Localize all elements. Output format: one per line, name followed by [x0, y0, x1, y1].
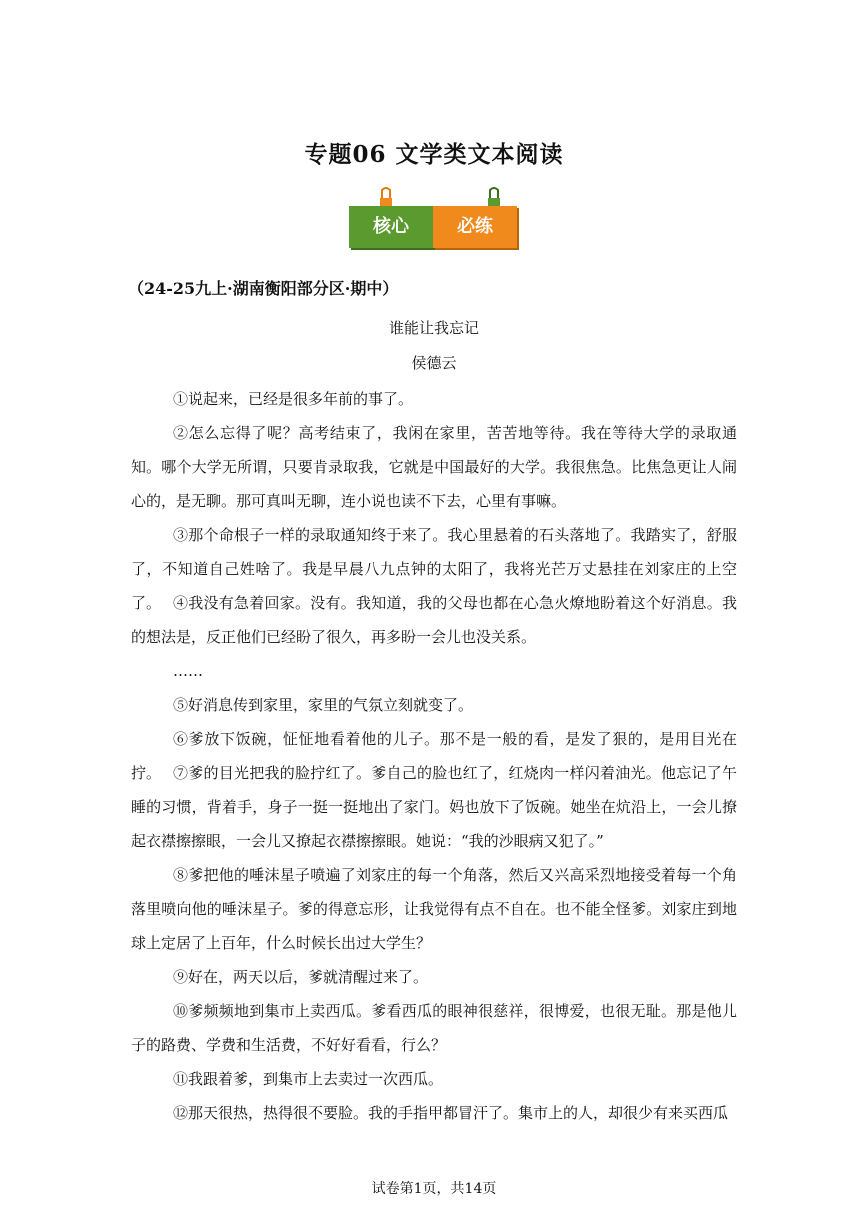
- paragraph: ①说起来，已经是很多年前的事了。: [173, 390, 414, 408]
- paragraph: ⑩爹频频地到集市上卖西瓜。爹看西瓜的眼神很慈祥，很博爱，也很无耻。那是他儿子的路费、学费和生活费，不好好看看，行么？: [131, 1002, 737, 1054]
- paragraph: ⑤好消息传到家里，家里的气氛立刻就变了。: [173, 696, 474, 714]
- paragraph: ⑨好在，两天以后，爹就清醒过来了。: [173, 968, 429, 986]
- paragraph: ⑫那天很热，热得很不要脸。我的手指甲都冒汗了。集市上的人，却很少有来买西瓜: [173, 1104, 729, 1122]
- paragraph: ④我没有急着回家。没有。我知道，我的父母也都在心急火燎地盼着这个好消息。我的想法是，反正他们已经盼了很久，再多盼一会儿也没关系。: [131, 594, 737, 646]
- paragraph: ③那个命根子一样的录取通知终于来了。我心里悬着的石头落地了。我踏实了，舒服了，不知道自己姓啥了。我是早晨八九点钟的太阳了，我将光芒万丈悬挂在刘家庄的上空了。: [131, 526, 737, 612]
- question-source: （24-25九上·湖南衡阳部分区·期中）: [128, 279, 399, 298]
- banner-core-label: 核心: [349, 206, 433, 248]
- paragraph: ⑦爹的目光把我的脸拧红了。爹自己的脸也红了，红烧肉一样闪着油光。他忘记了午睡的习惯，背着手，身子一挺一挺地出了家门。妈也放下了饭碗。她坐在炕沿上，一会儿撩起衣襟擦擦眼，一会儿又撩起衣襟擦擦眼。她说：“我的沙眼病又犯了。”: [131, 764, 737, 850]
- essay-title: 谁能让我忘记: [388, 319, 479, 337]
- page-footer: 试卷第1页，共14页: [371, 1181, 497, 1197]
- banner-practice-label: 必练: [433, 206, 517, 248]
- paragraph: ⑪我跟着爹，到集市上去卖过一次西瓜。: [173, 1070, 444, 1088]
- paragraph: ⑥爹放下饭碗，怔怔地看着他的儿子。那不是一般的看，是发了狠的，是用目光在拧。: [131, 730, 737, 782]
- essay-author: 侯德云: [411, 354, 457, 372]
- ellipsis: ……: [173, 662, 203, 680]
- paragraph: ②怎么忘得了呢？高考结束了，我闲在家里，苦苦地等待。我在等待大学的录取通知。哪个大学无所谓，只要肯录取我，它就是中国最好的大学。我很焦急。比焦急更让人闹心的，是无聊。那可真叫无聊，连小说也读不下去，心里有事嘛。: [131, 424, 737, 510]
- paragraph: ⑧爹把他的唾沫星子喷遍了刘家庄的每一个角落，然后又兴高采烈地接受着每一个角落里喷向他的唾沫星子。爹的得意忘形，让我觉得有点不自在。也不能全怪爹。刘家庄到地球上定居了上百年，什么时候长出过大学生？: [131, 866, 737, 952]
- section-banner: [349, 186, 517, 250]
- page-title: 专题06 文学类文本阅读: [304, 141, 564, 168]
